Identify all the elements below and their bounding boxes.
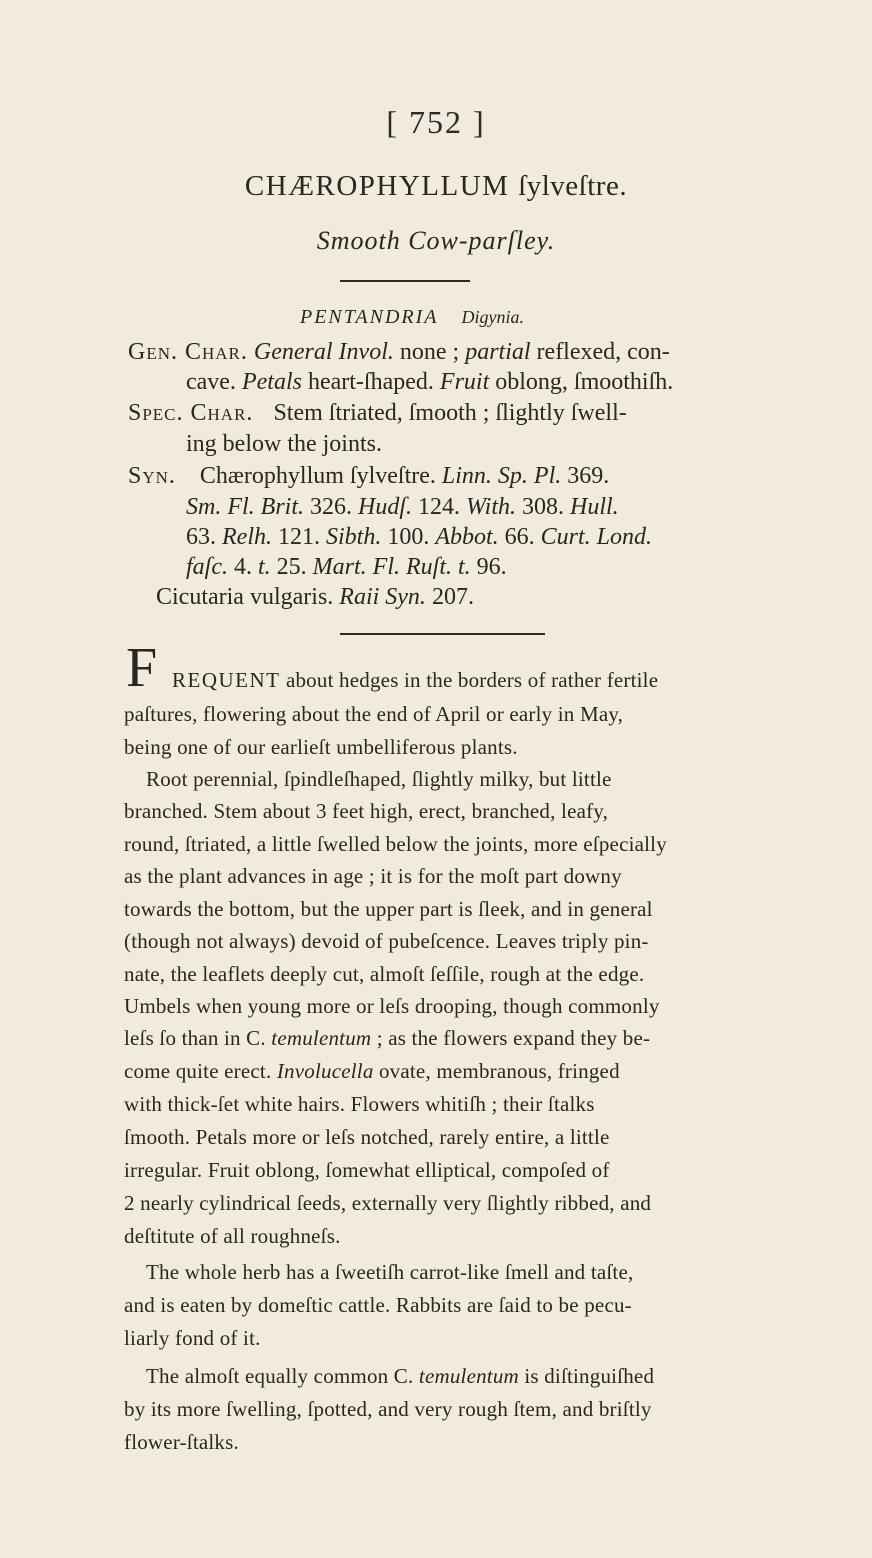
- syn-text: Chærophyllum ſylveſtre.: [199, 463, 442, 489]
- body-text: about hedges in the borders of rather fertile: [280, 668, 659, 692]
- syn-text: 326.: [304, 494, 358, 520]
- body-line: The whole herb has a ſweetiſh carrot-like ſmell and taſte,: [146, 1260, 634, 1284]
- body-text: ; as the flowers expand they be-: [371, 1026, 651, 1050]
- body-text: come quite erect.: [124, 1059, 277, 1083]
- syn-text: Linn. Sp. Pl.: [441, 463, 562, 489]
- syn-text: Sibth.: [325, 524, 382, 550]
- syn-text: Abbot.: [435, 524, 499, 550]
- species-name: ſylveſtre.: [518, 170, 628, 202]
- syn-text: 124.: [412, 494, 466, 520]
- spec-char-text: Stem ſtriated, ſmooth ; ſlightly ſwell-: [273, 400, 627, 426]
- syn-line-2: [186, 491, 619, 523]
- gen-char-text: reflexed, con-: [530, 339, 670, 365]
- body-text: leſs ſo than in C.: [124, 1026, 272, 1050]
- body-line: towards the bottom, but the upper part is ſleek, and in general: [124, 897, 653, 921]
- body-text: is diſtinguiſhed: [518, 1364, 655, 1388]
- gen-char-text: none ;: [393, 339, 466, 365]
- syn-text: Mart. Fl. Ruſt. t.: [312, 554, 471, 580]
- syn-text: 369.: [561, 463, 610, 489]
- body-line: Root perennial, ſpindleſhaped, ſlightly milky, but little: [146, 767, 612, 791]
- gen-char-text: Petals: [241, 369, 302, 395]
- syn-text: Cicutaria vulgaris.: [156, 584, 340, 610]
- syn-text: Hudſ.: [358, 494, 412, 520]
- body-text: ovate, membranous, fringed: [373, 1059, 620, 1083]
- spec-char-line-1: [128, 397, 627, 429]
- classification: [300, 306, 524, 329]
- linnaean-order: Digynia.: [461, 307, 525, 327]
- body-line: [124, 1022, 650, 1055]
- gen-char-text: partial: [465, 339, 531, 365]
- gen-char-text: heart-ſhaped.: [301, 369, 440, 395]
- syn-text: 121.: [271, 524, 326, 550]
- body-line: irregular. Fruit oblong, ſomewhat elliptical, compoſed of: [124, 1158, 610, 1182]
- linnaean-class: PENTANDRIA: [300, 306, 439, 328]
- body-line: [172, 664, 658, 697]
- gen-char-text: cave.: [186, 369, 242, 395]
- body-text: temulentum: [418, 1364, 519, 1388]
- body-text: temulentum: [271, 1026, 372, 1050]
- syn-text: Relh.: [222, 524, 272, 550]
- syn-text: 207.: [425, 584, 474, 610]
- body-line: paſtures, flowering about the end of April or early in May,: [124, 702, 624, 726]
- body-line: ſmooth. Petals more or leſs notched, rarely entire, a little: [124, 1125, 610, 1149]
- body-line: as the plant advances in age ; it is for the moſt part downy: [124, 864, 622, 888]
- syn-text: 308.: [516, 494, 571, 520]
- syn-text: 96.: [470, 554, 507, 580]
- spec-char-line-2: ing below the joints.: [186, 431, 382, 457]
- syn-text: 4.: [228, 554, 258, 580]
- gen-char-label: Gen. Char.: [128, 339, 248, 365]
- body-line: round, ſtriated, a little ſwelled below the joints, more eſpecially: [124, 832, 667, 856]
- body-line: (though not always) devoid of pubeſcence. Leaves triply pin-: [124, 929, 649, 953]
- top-divider: [340, 280, 470, 282]
- body-text: Involucella: [276, 1059, 374, 1083]
- syn-text: Raii Syn.: [339, 584, 426, 610]
- body-line: and is eaten by domeſtic cattle. Rabbits are ſaid to be pecu-: [124, 1293, 632, 1317]
- syn-text: faſc.: [186, 554, 228, 580]
- body-line: deſtitute of all roughneſs.: [124, 1224, 341, 1248]
- gen-char-text: General Invol.: [253, 339, 394, 365]
- common-name: Smooth Cow-parſley.: [316, 226, 556, 255]
- syn-text: Curt. Lond.: [540, 524, 653, 550]
- body-line: 2 nearly cylindrical ſeeds, externally very ſlightly ribbed, and: [124, 1191, 652, 1215]
- syn-line-4: [186, 551, 507, 583]
- body-line: [124, 1055, 620, 1088]
- body-line: liarly fond of it.: [124, 1326, 261, 1350]
- body-line: by its more ſwelling, ſpotted, and very rough ſtem, and briſtly: [124, 1397, 652, 1421]
- syn-line-1: [128, 460, 609, 492]
- syn-line-5: [156, 581, 474, 613]
- syn-text: Hull.: [570, 494, 619, 520]
- syn-text: 100.: [381, 524, 436, 550]
- body-line: with thick-ſet white hairs. Flowers whitiſh ; their ſtalks: [124, 1092, 595, 1116]
- section-divider: [340, 633, 545, 635]
- syn-text: With.: [466, 494, 517, 520]
- body-text: The almoſt equally common C.: [146, 1364, 419, 1388]
- spec-char-label: Spec. Char.: [128, 400, 254, 426]
- body-line: [146, 1360, 654, 1393]
- gen-char-text: Fruit: [439, 369, 490, 395]
- gen-char-line-1: [128, 336, 670, 368]
- syn-line-3: [186, 521, 652, 553]
- body-line: being one of our earlieſt umbelliferous plants.: [124, 735, 518, 759]
- syn-text: t.: [258, 554, 271, 580]
- genus-name: CHÆROPHYLLUM: [244, 170, 510, 202]
- gen-char-text: oblong, ſmoothiſh.: [489, 369, 674, 395]
- body-line: nate, the leaflets deeply cut, almoſt ſeſſile, rough at the edge.: [124, 962, 645, 986]
- body-text: REQUENT: [172, 668, 281, 692]
- syn-text: Sm. Fl. Brit.: [186, 494, 304, 520]
- page-number: [ 752 ]: [386, 104, 486, 140]
- syn-text: 66.: [498, 524, 541, 550]
- gen-char-line-2: [186, 366, 673, 398]
- body-line: branched. Stem about 3 feet high, erect, branched, leafy,: [124, 799, 609, 823]
- body-line: flower-ſtalks.: [124, 1430, 239, 1454]
- syn-text: 63.: [186, 524, 222, 550]
- body-line: Umbels when young more or leſs drooping, though commonly: [124, 994, 660, 1018]
- page-title: [0, 170, 872, 203]
- syn-text: 25.: [270, 554, 313, 580]
- syn-label: Syn.: [128, 463, 176, 489]
- drop-cap: F: [126, 637, 158, 699]
